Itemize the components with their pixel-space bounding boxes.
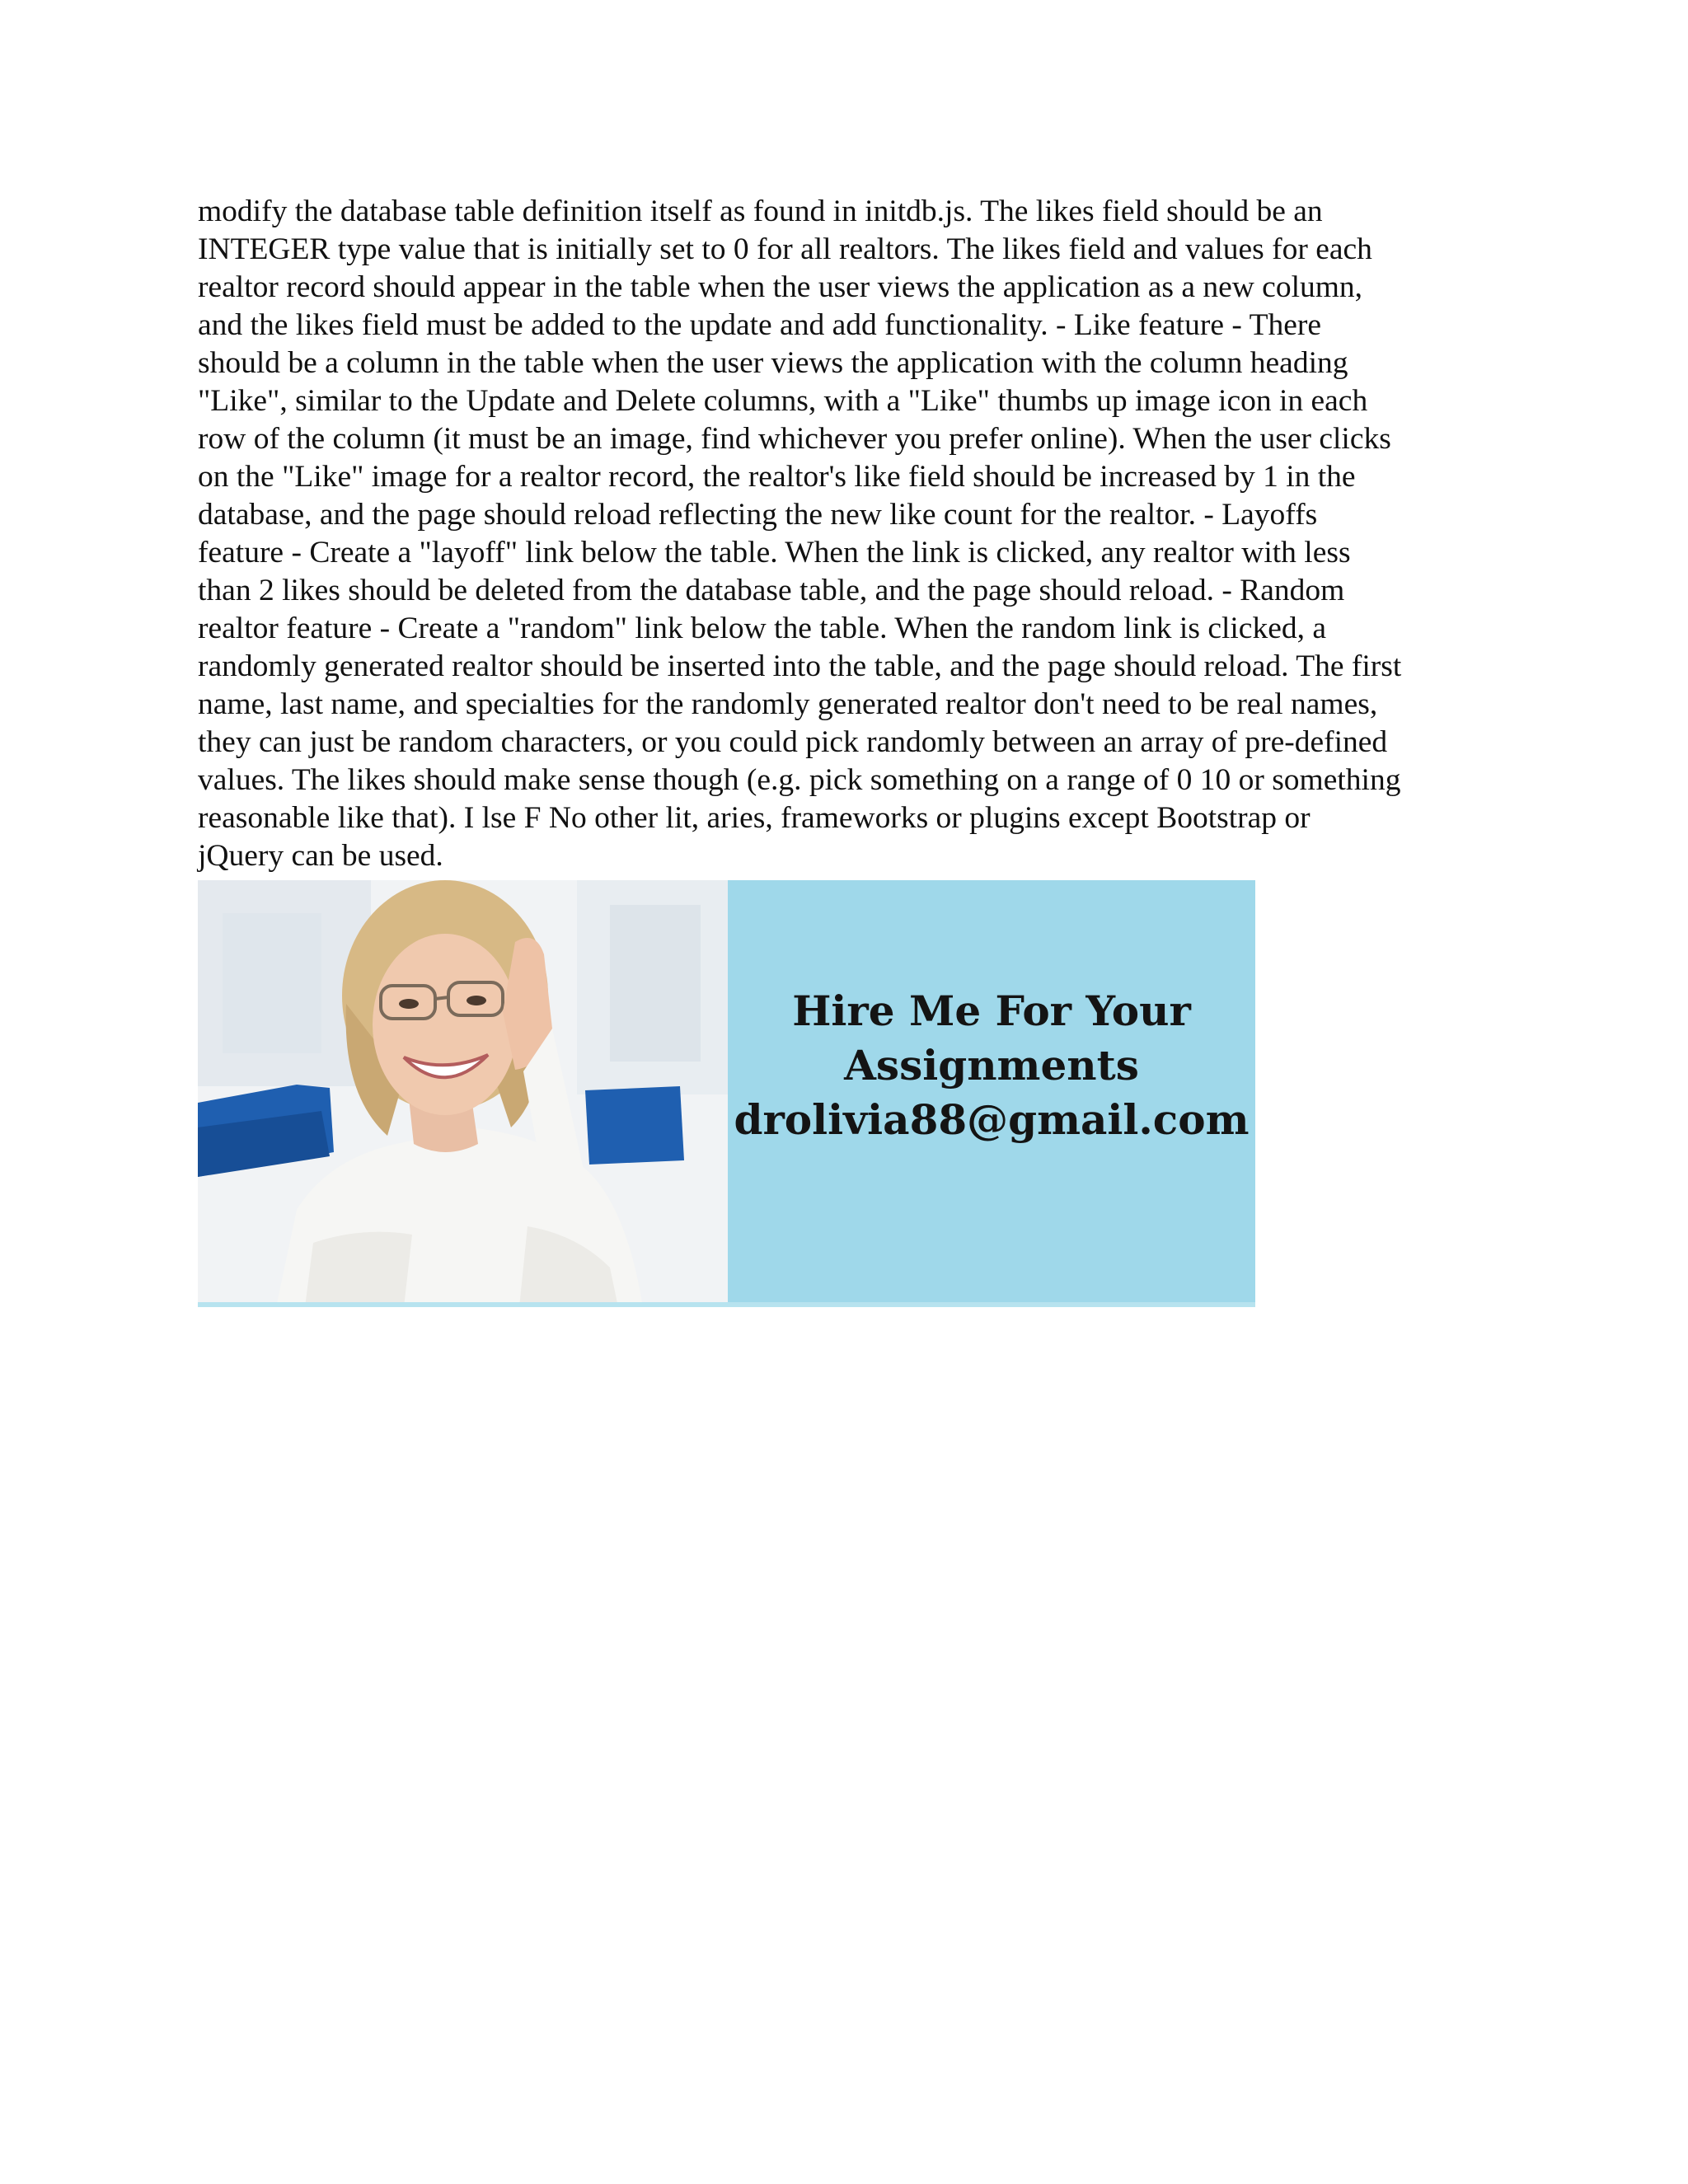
text-line: row of the column (it must be an image, find whichever you prefer online). When the user clicks — [198, 422, 1391, 456]
text-line: and the likes field must be added to the update and add functionality. - Like feature - There — [198, 308, 1322, 342]
text-line: they can just be random characters, or you could pick randomly between an array of pre-defined — [198, 725, 1388, 759]
text-line: jQuery can be used. — [198, 839, 443, 873]
text-line: database, and the page should reload reflecting the new like count for the realtor. - Layoffs — [198, 498, 1318, 532]
text-line: realtor feature - Create a "random" link below the table. When the random link is clicked, a — [198, 612, 1326, 645]
text-line: "Like", similar to the Update and Delete columns, with a "Like" thumbs up image icon in each — [198, 384, 1368, 418]
text-line: should be a column in the table when the user views the application with the column heading — [198, 346, 1348, 380]
text-line: randomly generated realtor should be inserted into the table, and the page should reload. The first — [198, 649, 1402, 683]
banner-text-panel — [728, 880, 1255, 1307]
advertisement-banner — [198, 880, 1255, 1307]
text-line: feature - Create a "layoff" link below the table. When the link is clicked, any realtor with less — [198, 536, 1351, 569]
banner-bottom-strip — [198, 1302, 1255, 1307]
banner-message — [728, 984, 1255, 1147]
text-line: reasonable like that). I lse F No other lit, aries, frameworks or plugins except Bootstrap or — [198, 801, 1311, 835]
banner-headline: Hire Me For Your — [792, 987, 1191, 1035]
text-line: on the "Like" image for a realtor record, the realtor's like field should be increased by 1 in the — [198, 460, 1356, 494]
banner-subheadline: Assignments — [844, 1041, 1139, 1090]
text-line: than 2 likes should be deleted from the database table, and the page should reload. - Random — [198, 574, 1345, 607]
woman-photo — [198, 880, 728, 1307]
text-line: INTEGER type value that is initially set to 0 for all realtors. The likes field and values for each — [198, 232, 1372, 266]
text-line: realtor record should appear in the table when the user views the application as a new column, — [198, 270, 1363, 304]
text-line: modify the database table definition itself as found in initdb.js. The likes field should be an — [198, 194, 1323, 228]
text-line: name, last name, and specialties for the randomly generated realtor don't need to be real names, — [198, 687, 1378, 721]
banner-email: drolivia88@gmail.com — [734, 1095, 1250, 1144]
text-line: values. The likes should make sense though (e.g. pick something on a range of 0 10 or something — [198, 763, 1401, 797]
body-text — [198, 193, 1500, 875]
